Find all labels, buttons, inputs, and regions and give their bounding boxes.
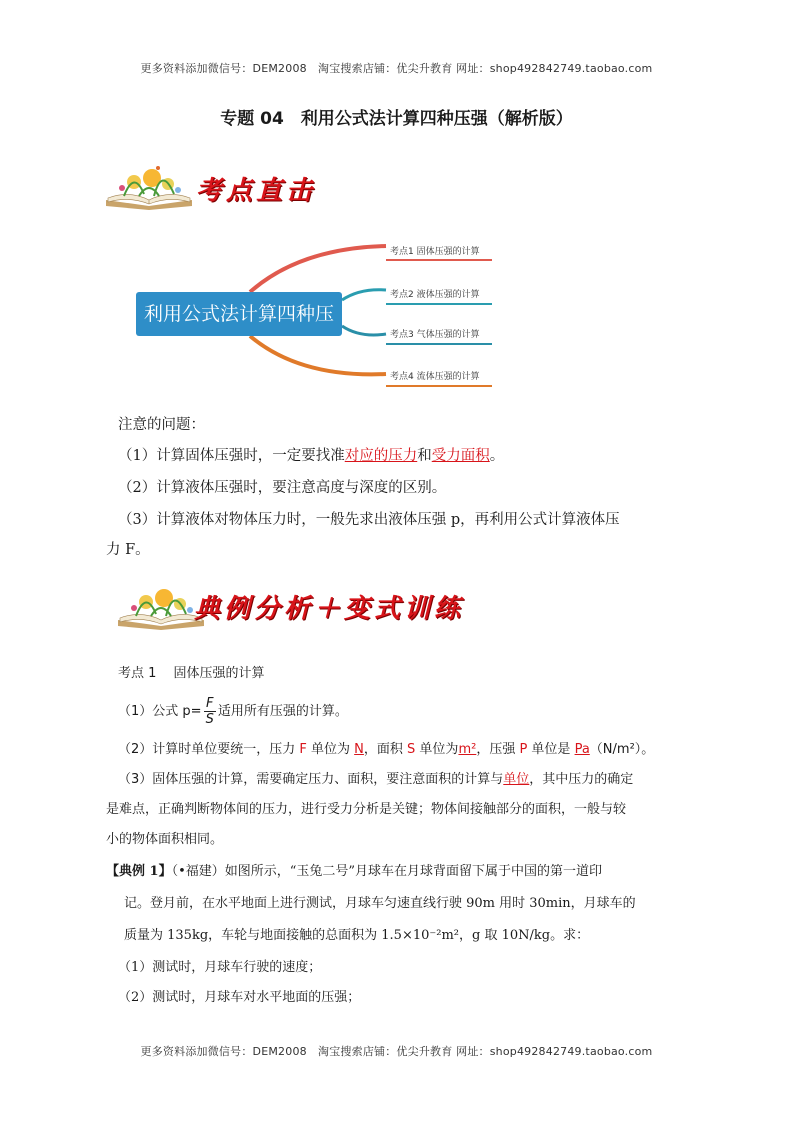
mindmap-leaf-4: 考点4 流体压强的计算 <box>390 372 480 382</box>
units-text-a: （2）计算时单位要统一，压力 <box>118 742 300 757</box>
book-icon <box>116 580 206 630</box>
units-text-c: ，面积 <box>363 742 408 757</box>
units-F: F <box>299 742 307 757</box>
page-title: 专题 04 利用公式法计算四种压强（解析版） <box>220 109 573 129</box>
units-text-b: 单位为 <box>306 742 355 757</box>
kp1-units-line <box>118 740 678 760</box>
section-banner-examples: 典例分析＋变式训练 <box>194 594 465 624</box>
kp1-note3-line3: 小的物体面积相同。 <box>106 832 224 847</box>
units-text-d: 单位为 <box>415 742 459 757</box>
units-Pa: Pa <box>574 742 590 757</box>
example1-line3: 质量为 135kg，车轮与地面接触的总面积为 1.5×10⁻²m²，g 取 10N/kg。求： <box>124 928 590 943</box>
formula-prefix: （1）公式 p= <box>118 704 202 719</box>
note-3-line2: 力 F。 <box>106 542 150 558</box>
units-m2: m² <box>458 742 477 757</box>
units-text-f: 单位是 <box>527 742 575 757</box>
section-banner-kaodian: 考点直击 <box>196 176 317 206</box>
example1-question2: （2）测试时，月球车对水平地面的压强； <box>118 990 361 1005</box>
mindmap-leaf-1: 考点1 固体压强的计算 <box>390 247 480 257</box>
page-header: 更多资料添加微信号：DEM2008 淘宝搜索店铺：优尖升教育 网址：shop492842749.taobao.com <box>140 62 653 75</box>
mindmap-leaf-3: 考点3 气体压强的计算 <box>390 330 480 340</box>
note-3-line1: （3）计算液体对物体压力时，一般先求出液体压强 p，再利用公式计算液体压 <box>118 512 620 528</box>
example1-line2: 记。登月前，在水平地面上进行测试，月球车匀速直线行驶 90m 用时 30min，月球车的 <box>124 896 636 911</box>
example1-line1 <box>106 862 686 882</box>
note3-unit-emphasis: 单位 <box>503 772 530 787</box>
mindmap-leaf-2: 考点2 液体压强的计算 <box>390 290 480 300</box>
note-1 <box>118 446 504 466</box>
notes-heading: 注意的问题： <box>118 417 205 433</box>
kp1-note3-line1 <box>118 770 678 790</box>
example1-question1: （1）测试时，月球车行驶的速度； <box>118 960 322 975</box>
units-text-e: ，压强 <box>476 742 520 757</box>
book-flower-illustration-2 <box>116 580 206 634</box>
note3-text-c: ，其中压力的确定 <box>529 772 634 787</box>
example1-label: 【典例 1】 <box>106 864 172 879</box>
units-text-g: （N/m²）。 <box>589 742 655 757</box>
note-1-and: 和 <box>417 448 432 464</box>
formula-fraction <box>204 696 216 727</box>
note-1-text: （1）计算固体压强时，一定要找准 <box>118 448 345 464</box>
units-N: N <box>354 742 364 757</box>
kp1-note3-line2: 是难点，正确判断物体间的压力，进行受力分析是关键；物体间接触部分的面积，一般与较 <box>106 802 627 817</box>
units-P: P <box>519 742 528 757</box>
note-1-emphasis-area: 受力面积 <box>431 448 490 464</box>
fraction-denominator: S <box>205 712 214 727</box>
kp1-formula-line <box>118 692 678 732</box>
fraction-numerator: F <box>204 696 216 712</box>
example1-text: （•福建）如图所示，“玉兔二号”月球车在月球背面留下属于中国的第一道印 <box>171 864 603 879</box>
kp1-title: 考点 1 固体压强的计算 <box>118 666 265 681</box>
note3-text-a: （3）固体压强的计算，需要确定压力、面积，要注意面积的计算与 <box>118 772 504 787</box>
units-S: S <box>407 742 416 757</box>
note-2: （2）计算液体压强时，要注意高度与深度的区别。 <box>118 480 447 496</box>
note-1-emphasis-force: 对应的压力 <box>344 448 418 464</box>
formula-suffix: 适用所有压强的计算。 <box>217 704 348 719</box>
note-1-end: 。 <box>489 448 505 464</box>
page-footer: 更多资料添加微信号：DEM2008 淘宝搜索店铺：优尖升教育 网址：shop492842749.taobao.com <box>140 1045 653 1058</box>
mindmap-root-node: 利用公式法计算四种压强 <box>136 292 342 336</box>
